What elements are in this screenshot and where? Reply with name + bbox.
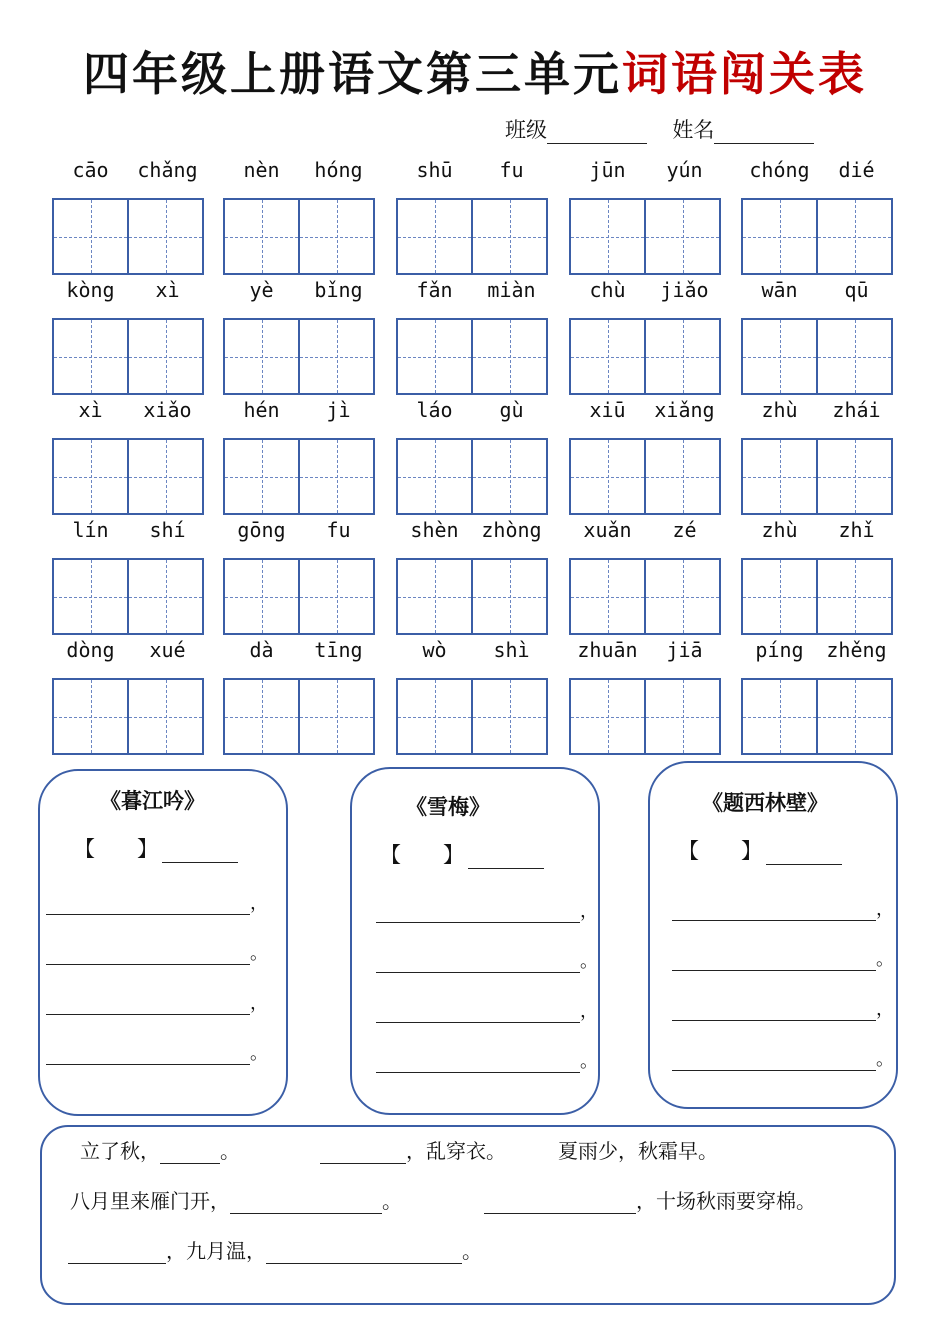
word-block: [569, 278, 723, 308]
pinyin-row: [741, 278, 895, 308]
line-punct: ，: [250, 993, 268, 1014]
pinyin-syllable: shèn: [410, 518, 459, 542]
pinyin-row: [569, 278, 723, 308]
pinyin-syllable: yè: [249, 278, 274, 302]
writing-cell[interactable]: [298, 318, 375, 395]
word-block: [396, 638, 550, 668]
word-block: [52, 398, 206, 428]
line-blank[interactable]: [376, 1056, 580, 1073]
line-punct: 。: [580, 951, 598, 972]
poem-card-2: [350, 767, 600, 1115]
writing-cell[interactable]: [127, 198, 204, 275]
proverb-blank[interactable]: [160, 1145, 220, 1164]
pinyin-syllable: hén: [243, 398, 280, 422]
pinyin-row: [396, 278, 550, 308]
line-punct: ，: [580, 901, 598, 922]
writing-cell[interactable]: [741, 198, 818, 275]
pinyin-syllable: qū: [844, 278, 869, 302]
poem-line: [672, 895, 894, 921]
tianzige-grid: [396, 438, 546, 515]
pinyin-row: [569, 158, 723, 188]
pinyin-row: [396, 398, 550, 428]
tianzige-grid: [569, 438, 719, 515]
pinyin-syllable: bǐng: [314, 278, 363, 302]
writing-cell[interactable]: [816, 558, 893, 635]
proverb-text: ，十场秋雨要穿棉。: [636, 1189, 816, 1213]
word-block: [569, 158, 723, 188]
name-field[interactable]: [714, 121, 814, 144]
writing-cell[interactable]: [52, 678, 129, 755]
pinyin-syllable: píng: [755, 638, 804, 662]
pinyin-syllable: nèn: [243, 158, 280, 182]
line-blank[interactable]: [46, 898, 250, 915]
line-punct: ，: [580, 1001, 598, 1022]
word-block: [396, 158, 550, 188]
title-highlight: 词语闯关表: [622, 47, 867, 101]
pinyin-syllable: zé: [672, 518, 697, 542]
word-block: [741, 158, 895, 188]
author-brackets: 【 】: [74, 837, 158, 861]
pinyin-syllable: chóng: [749, 158, 810, 182]
writing-cell[interactable]: [644, 558, 721, 635]
pinyin-syllable: fu: [499, 158, 524, 182]
proverb-blank[interactable]: [230, 1195, 382, 1214]
pinyin-syllable: gù: [499, 398, 524, 422]
tianzige-grid: [223, 318, 373, 395]
word-block: [569, 518, 723, 548]
proverb-text: 八月里来雁门开，: [70, 1189, 230, 1213]
line-punct: 。: [250, 1043, 268, 1064]
tianzige-grid: [569, 318, 719, 395]
pinyin-row: [741, 638, 895, 668]
poem-card-1: [38, 769, 288, 1116]
proverb-blank[interactable]: [68, 1245, 166, 1264]
pinyin-syllable: miàn: [487, 278, 536, 302]
tianzige-grid: [741, 198, 891, 275]
pinyin-syllable: wò: [422, 638, 447, 662]
author-answer-blank[interactable]: [162, 842, 238, 863]
pinyin-row: [223, 398, 377, 428]
pinyin-syllable: jūn: [589, 158, 626, 182]
pinyin-row: [569, 638, 723, 668]
tianzige-grid: [396, 678, 546, 755]
poem-line: [46, 989, 268, 1015]
pinyin-syllable: zhái: [832, 398, 881, 422]
poem-title: 《题西林壁》: [702, 790, 828, 815]
line-punct: 。: [580, 1051, 598, 1072]
student-info: [505, 114, 814, 144]
writing-cell[interactable]: [52, 318, 129, 395]
writing-cell[interactable]: [569, 438, 646, 515]
pinyin-syllable: lín: [72, 518, 109, 542]
word-block: [396, 518, 550, 548]
poem-title: 《雪梅》: [406, 794, 490, 819]
proverb-5: [484, 1185, 816, 1214]
pinyin-syllable: chǎng: [137, 158, 198, 182]
pinyin-syllable: zhěng: [826, 638, 887, 662]
word-block: [223, 518, 377, 548]
word-block: [52, 638, 206, 668]
poem-line: [376, 997, 598, 1023]
writing-cell[interactable]: [471, 558, 548, 635]
pinyin-syllable: fu: [326, 518, 351, 542]
word-block: [396, 398, 550, 428]
pinyin-syllable: zhuān: [577, 638, 638, 662]
writing-cell[interactable]: [127, 558, 204, 635]
poem-author: [380, 839, 544, 869]
proverb-text: 。: [220, 1139, 240, 1163]
word-block: [52, 278, 206, 308]
author-brackets: 【 】: [380, 843, 464, 867]
writing-cell[interactable]: [471, 438, 548, 515]
proverb-2: [320, 1135, 506, 1164]
tianzige-grid: [569, 198, 719, 275]
tianzige-grid: [741, 318, 891, 395]
proverb-blank[interactable]: [484, 1195, 636, 1214]
writing-cell[interactable]: [396, 558, 473, 635]
word-block: [223, 158, 377, 188]
pinyin-syllable: xiū: [589, 398, 626, 422]
writing-cell[interactable]: [816, 438, 893, 515]
tianzige-grid: [396, 318, 546, 395]
writing-cell[interactable]: [644, 438, 721, 515]
pinyin-syllable: chù: [589, 278, 626, 302]
name-label: 姓名: [672, 118, 715, 142]
poem-author: [678, 835, 842, 865]
tianzige-grid: [223, 198, 373, 275]
line-punct: 。: [876, 949, 894, 970]
writing-cell[interactable]: [569, 678, 646, 755]
writing-cell[interactable]: [741, 318, 818, 395]
line-blank[interactable]: [376, 956, 580, 973]
pinyin-row: [396, 158, 550, 188]
writing-cell[interactable]: [223, 318, 300, 395]
writing-cell[interactable]: [471, 198, 548, 275]
word-block: [741, 278, 895, 308]
pinyin-syllable: jiǎo: [660, 278, 709, 302]
title-main: 四年级上册语文第三单元: [83, 47, 622, 101]
pinyin-row: [52, 398, 206, 428]
word-block: [52, 518, 206, 548]
line-punct: ，: [876, 999, 894, 1020]
tianzige-grid: [741, 678, 891, 755]
writing-cell[interactable]: [223, 198, 300, 275]
writing-cell[interactable]: [471, 318, 548, 395]
pinyin-syllable: láo: [416, 398, 453, 422]
tianzige-grid: [396, 558, 546, 635]
pinyin-row: [741, 158, 895, 188]
class-label: 班级: [505, 118, 547, 142]
pinyin-row: [52, 518, 206, 548]
writing-cell[interactable]: [644, 678, 721, 755]
author-answer-blank[interactable]: [766, 844, 842, 865]
proverb-blank[interactable]: [266, 1245, 462, 1264]
poem-title: 《暮江吟》: [100, 788, 205, 813]
tianzige-grid: [52, 198, 202, 275]
poem-line: [376, 897, 598, 923]
writing-cell[interactable]: [223, 558, 300, 635]
poem-line: [376, 1047, 598, 1073]
pinyin-syllable: shì: [493, 638, 530, 662]
pinyin-row: [52, 158, 206, 188]
writing-cell[interactable]: [471, 678, 548, 755]
writing-cell[interactable]: [741, 678, 818, 755]
proverb-text: 立了秋，: [80, 1139, 160, 1163]
pinyin-row: [52, 638, 206, 668]
line-blank[interactable]: [376, 906, 580, 923]
author-answer-blank[interactable]: [468, 848, 544, 869]
pinyin-syllable: zhù: [761, 398, 798, 422]
pinyin-row: [569, 518, 723, 548]
word-block: [741, 638, 895, 668]
tianzige-grid: [741, 558, 891, 635]
line-blank[interactable]: [672, 1004, 876, 1021]
pinyin-syllable: xì: [78, 398, 103, 422]
page-title: [0, 38, 950, 104]
tianzige-grid: [223, 678, 373, 755]
pinyin-syllable: xué: [149, 638, 186, 662]
word-block: [569, 638, 723, 668]
pinyin-syllable: xuǎn: [583, 518, 632, 542]
proverb-6: [68, 1235, 482, 1264]
pinyin-row: [741, 518, 895, 548]
line-punct: 。: [250, 943, 268, 964]
pinyin-syllable: wān: [761, 278, 798, 302]
writing-cell[interactable]: [298, 198, 375, 275]
poem-line: [46, 939, 268, 965]
writing-cell[interactable]: [816, 318, 893, 395]
pinyin-syllable: gōng: [237, 518, 286, 542]
tianzige-grid: [223, 558, 373, 635]
tianzige-grid: [52, 678, 202, 755]
writing-cell[interactable]: [223, 678, 300, 755]
line-punct: 。: [876, 1049, 894, 1070]
word-block: [396, 278, 550, 308]
pinyin-row: [396, 518, 550, 548]
tianzige-grid: [741, 438, 891, 515]
pinyin-syllable: dòng: [66, 638, 115, 662]
line-punct: ，: [876, 899, 894, 920]
proverb-1: [80, 1135, 240, 1164]
poem-line: [672, 1045, 894, 1071]
pinyin-row: [741, 398, 895, 428]
writing-cell[interactable]: [741, 438, 818, 515]
writing-cell[interactable]: [816, 678, 893, 755]
poem-author: [74, 833, 238, 863]
line-blank[interactable]: [46, 998, 250, 1015]
writing-cell[interactable]: [644, 198, 721, 275]
word-block: [223, 278, 377, 308]
poem-line: [46, 1039, 268, 1065]
writing-cell[interactable]: [816, 198, 893, 275]
pinyin-row: [396, 638, 550, 668]
word-block: [741, 398, 895, 428]
pinyin-syllable: shí: [149, 518, 186, 542]
writing-cell[interactable]: [741, 558, 818, 635]
poem-line: [376, 947, 598, 973]
line-blank[interactable]: [672, 904, 876, 921]
writing-cell[interactable]: [396, 198, 473, 275]
pinyin-syllable: jì: [326, 398, 351, 422]
pinyin-syllable: tīng: [314, 638, 363, 662]
pinyin-row: [223, 638, 377, 668]
proverb-box: [40, 1125, 896, 1305]
writing-cell[interactable]: [569, 198, 646, 275]
line-blank[interactable]: [376, 1006, 580, 1023]
proverb-blank[interactable]: [320, 1145, 406, 1164]
writing-cell[interactable]: [52, 438, 129, 515]
pinyin-syllable: kòng: [66, 278, 115, 302]
pinyin-syllable: xiǎng: [654, 398, 715, 422]
proverb-3: 夏雨少，秋霜早。: [558, 1139, 718, 1163]
word-block: [741, 518, 895, 548]
writing-cell[interactable]: [127, 678, 204, 755]
line-punct: ，: [250, 893, 268, 914]
line-blank[interactable]: [672, 954, 876, 971]
pinyin-syllable: xì: [155, 278, 180, 302]
writing-cell[interactable]: [223, 438, 300, 515]
line-blank[interactable]: [46, 1048, 250, 1065]
writing-cell[interactable]: [569, 558, 646, 635]
tianzige-grid: [569, 558, 719, 635]
pinyin-syllable: dié: [838, 158, 875, 182]
proverb-text: ，乱穿衣。: [406, 1139, 506, 1163]
pinyin-row: [569, 398, 723, 428]
writing-cell[interactable]: [127, 438, 204, 515]
writing-cell[interactable]: [298, 678, 375, 755]
writing-cell[interactable]: [52, 198, 129, 275]
pinyin-syllable: cāo: [72, 158, 109, 182]
poem-card-3: [648, 761, 898, 1109]
proverb-text: 。: [382, 1189, 402, 1213]
writing-cell[interactable]: [127, 318, 204, 395]
tianzige-grid: [52, 318, 202, 395]
pinyin-row: [223, 518, 377, 548]
pinyin-row: [223, 158, 377, 188]
word-block: [569, 398, 723, 428]
proverb-4: [70, 1185, 402, 1214]
writing-cell[interactable]: [298, 438, 375, 515]
tianzige-grid: [52, 438, 202, 515]
line-blank[interactable]: [672, 1054, 876, 1071]
pinyin-syllable: jiā: [666, 638, 703, 662]
writing-cell[interactable]: [396, 318, 473, 395]
pinyin-syllable: fǎn: [416, 278, 453, 302]
poem-line: [672, 945, 894, 971]
proverb-text: 。: [462, 1239, 482, 1263]
tianzige-grid: [223, 438, 373, 515]
poem-line: [672, 995, 894, 1021]
word-block: [52, 158, 206, 188]
pinyin-syllable: zhù: [761, 518, 798, 542]
author-brackets: 【 】: [678, 839, 762, 863]
word-block: [223, 398, 377, 428]
poem-line: [46, 889, 268, 915]
tianzige-grid: [569, 678, 719, 755]
pinyin-syllable: zhòng: [481, 518, 542, 542]
writing-cell[interactable]: [298, 558, 375, 635]
proverb-text: ，九月温，: [166, 1239, 266, 1263]
pinyin-row: [52, 278, 206, 308]
pinyin-row: [223, 278, 377, 308]
pinyin-syllable: shū: [416, 158, 453, 182]
writing-cell[interactable]: [569, 318, 646, 395]
pinyin-syllable: hóng: [314, 158, 363, 182]
pinyin-syllable: zhǐ: [838, 518, 875, 542]
pinyin-syllable: yún: [666, 158, 703, 182]
tianzige-grid: [396, 198, 546, 275]
writing-cell[interactable]: [396, 438, 473, 515]
class-field[interactable]: [547, 121, 647, 144]
word-block: [223, 638, 377, 668]
pinyin-syllable: dà: [249, 638, 274, 662]
writing-cell[interactable]: [52, 558, 129, 635]
pinyin-syllable: xiǎo: [143, 398, 192, 422]
line-blank[interactable]: [46, 948, 250, 965]
writing-cell[interactable]: [396, 678, 473, 755]
writing-cell[interactable]: [644, 318, 721, 395]
tianzige-grid: [52, 558, 202, 635]
